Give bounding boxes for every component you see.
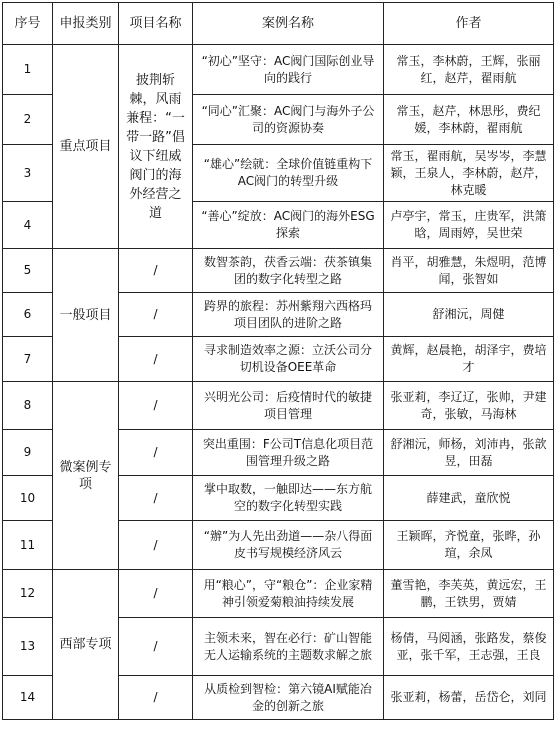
row-no: 10	[3, 476, 53, 521]
authors-cell: 薛建武，童欣悦	[384, 476, 554, 521]
header-category: 申报类别	[53, 3, 119, 45]
project-name-cell: /	[119, 293, 193, 337]
authors-cell: 常玉，李林蔚，王辉，张丽红，赵芹，翟雨航	[384, 45, 554, 95]
case-name-cell: 用“粮心”，守“粮仓”：企业家精神引领爱菊粮油持续发展	[193, 570, 384, 618]
row-no: 11	[3, 521, 53, 570]
row-no: 8	[3, 382, 53, 430]
project-name-cell: /	[119, 676, 193, 720]
row-no: 1	[3, 45, 53, 95]
authors-cell: 常玉，翟雨航，吴岑岑，李慧颖，王泉人，李林蔚，赵芹，林克暖	[384, 145, 554, 202]
row-no: 2	[3, 95, 53, 145]
row-no: 9	[3, 430, 53, 476]
project-name-cell: /	[119, 618, 193, 676]
case-name-cell: “同心”汇聚：AC阀门与海外子公司的资源协奏	[193, 95, 384, 145]
case-name-cell: 突出重围：F公司T信息化项目范围管理升级之路	[193, 430, 384, 476]
row-no: 6	[3, 293, 53, 337]
case-name-cell: “辦”为人先出劲道——杂八得面皮书写规模经济风云	[193, 521, 384, 570]
authors-cell: 卢亭宇，常玉，庄贵军，洪箫晗，周雨婷，吴世荣	[384, 202, 554, 249]
category-cell: 西部专项	[53, 570, 119, 720]
case-name-cell: “初心”坚守：AC阀门国际创业导向的践行	[193, 45, 384, 95]
table-header-row	[3, 3, 554, 45]
header-project: 项目名称	[119, 3, 193, 45]
authors-cell: 舒湘沅，师杨，刘沛冉，张歆昱，田磊	[384, 430, 554, 476]
authors-cell: 张亚莉，杨蕾，岳岱仑，刘同	[384, 676, 554, 720]
authors-cell: 杨倩，马阅涵，张路发，蔡俊亚，张千军，王志强，王良	[384, 618, 554, 676]
project-name-cell: /	[119, 476, 193, 521]
project-name-cell: /	[119, 521, 193, 570]
table-row	[3, 45, 554, 95]
case-name-cell: 掌中取数，一触即达——东方航空的数字化转型实践	[193, 476, 384, 521]
table-row	[3, 382, 554, 430]
authors-cell: 王颖晖，齐悦童，张晔，孙瑄，余凤	[384, 521, 554, 570]
case-name-cell: 跨界的旅程：苏州紫翔六西格玛项目团队的进阶之路	[193, 293, 384, 337]
project-name-cell: /	[119, 430, 193, 476]
authors-cell: 肖平，胡雅慧，朱煜明，范博闻，张智如	[384, 249, 554, 293]
row-no: 13	[3, 618, 53, 676]
row-no: 14	[3, 676, 53, 720]
case-name-cell: “雄心”绘就：全球价值链重构下AC阀门的转型升级	[193, 145, 384, 202]
row-no: 3	[3, 145, 53, 202]
case-list-table	[2, 2, 554, 720]
case-name-cell: 寻求制造效率之源：立沃公司分切机设备OEE革命	[193, 337, 384, 382]
category-cell: 一般项目	[53, 249, 119, 382]
category-cell: 重点项目	[53, 45, 119, 249]
authors-cell: 常玉，赵芹，林思彤，费纪媛，李林蔚，翟雨航	[384, 95, 554, 145]
project-name-cell: 披荆斩棘，风雨兼程：“一带一路”倡议下纽威阀门的海外经营之道	[119, 45, 193, 249]
case-name-cell: 主领未来，智在必行：矿山智能无人运输系统的主题数求解之旅	[193, 618, 384, 676]
project-name-cell: /	[119, 337, 193, 382]
table-row	[3, 570, 554, 618]
case-name-cell: “善心”绽放：AC阀门的海外ESG探索	[193, 202, 384, 249]
header-authors: 作者	[384, 3, 554, 45]
project-name-cell: /	[119, 249, 193, 293]
authors-cell: 黄辉，赵晨艳，胡泽宇，费培才	[384, 337, 554, 382]
authors-cell: 舒湘沅，周健	[384, 293, 554, 337]
row-no: 12	[3, 570, 53, 618]
category-cell: 微案例专项	[53, 382, 119, 570]
row-no: 4	[3, 202, 53, 249]
case-name-cell: 数智茶韵，茯香云端：茯茶镇集团的数字化转型之路	[193, 249, 384, 293]
authors-cell: 董雪艳，李芙英，黄远宏，王鹏，王铁男，贾婧	[384, 570, 554, 618]
header-case: 案例名称	[193, 3, 384, 45]
row-no: 5	[3, 249, 53, 293]
case-name-cell: 从质检到智检：第六镜AI赋能冶金的创新之旅	[193, 676, 384, 720]
header-no: 序号	[3, 3, 53, 45]
table-row	[3, 249, 554, 293]
project-name-cell: /	[119, 570, 193, 618]
project-name-cell: /	[119, 382, 193, 430]
authors-cell: 张亚莉，李辽辽，张帅，尹建奇，张敏，马海林	[384, 382, 554, 430]
row-no: 7	[3, 337, 53, 382]
case-name-cell: 兴明光公司：后疫情时代的敏捷项目管理	[193, 382, 384, 430]
